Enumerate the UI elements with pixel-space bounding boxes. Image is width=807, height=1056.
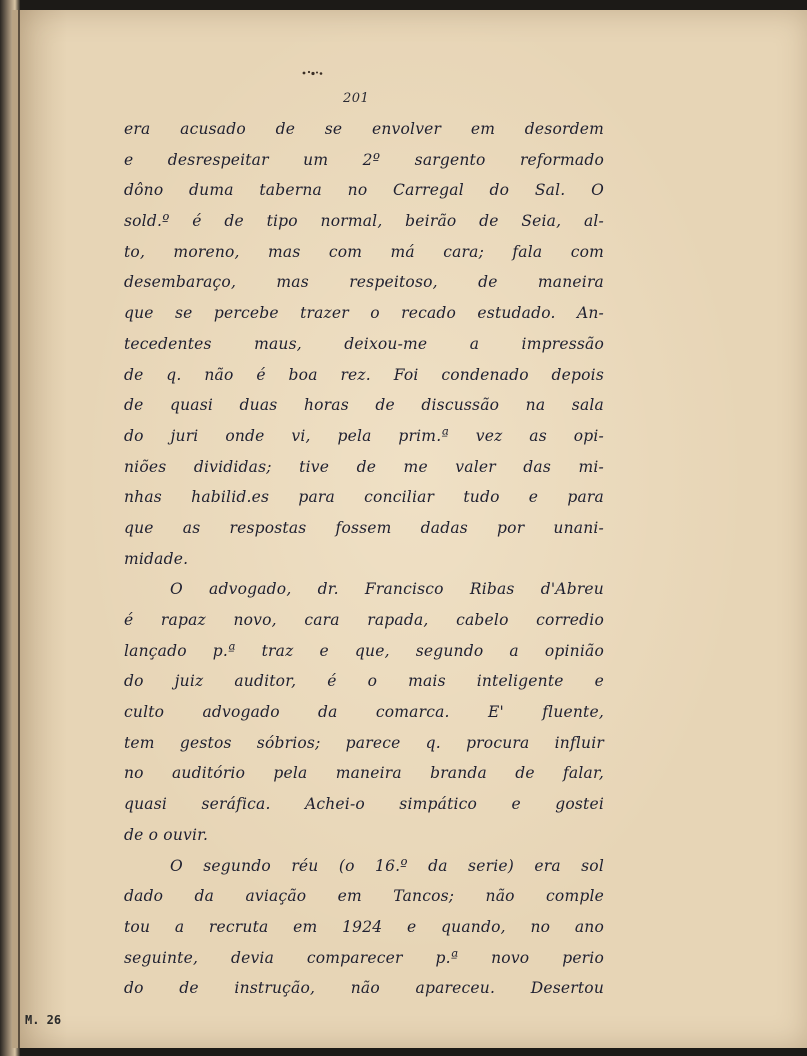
text-line: dado da aviação em Tancos; não comple (124, 887, 604, 906)
text-line: e desrespeitar um 2º sargento reformado (124, 150, 604, 169)
text-line: do juiz auditor, é o mais inteligente e (124, 672, 604, 691)
text-line: quasi seráfica. Achei-o simpático e gostei (124, 795, 604, 814)
text-line: niões divididas; tive de me valer das mi- (124, 457, 604, 476)
text-line: to, moreno, mas com má cara; fala com (124, 242, 604, 261)
text-line: de q. não é boa rez. Foi condenado depois (124, 365, 604, 384)
text-line: que as respostas fossem dadas por unani- (124, 518, 604, 537)
page-number: 201 (343, 91, 370, 106)
text-line: no auditório pela maneira branda de falar, (124, 764, 604, 783)
text-line: seguinte, devia comparecer p.ª novo perio (124, 948, 604, 967)
text-line: sold.º é de tipo normal, beirão de Seia, al- (124, 212, 604, 231)
text-line: é rapaz novo, cara rapada, cabelo corredio (124, 611, 604, 629)
text-line: que se percebe trazer o recado estudado. An- (124, 304, 604, 323)
text-line: tem gestos sóbrios; parece q. procura influir (124, 733, 604, 752)
text-line: nhas habilid.es para conciliar tudo e para (124, 488, 604, 507)
text-line: do de instrução, não apareceu. Desertou (124, 979, 604, 998)
text-line: desembaraço, mas respeitoso, de maneira (124, 273, 604, 292)
text-line: dôno duma taberna no Carregal do Sal. O (124, 181, 604, 200)
text-line: de quasi duas horas de discussão na sala (124, 396, 604, 415)
text-line: lançado p.ª traz e que, segundo a opinião (124, 641, 604, 660)
text-line: era acusado de se envolver em desordem (124, 120, 604, 138)
text-line: midade. (124, 549, 189, 568)
text-line: tecedentes maus, deixou-me a impressão (124, 334, 604, 353)
sheet-mark: M. 26 (25, 1013, 62, 1027)
handwritten-text-block (124, 114, 604, 1004)
text-line: O segundo réu (o 16.º da serie) era sol (170, 856, 604, 875)
text-line: tou a recruta em 1924 e quando, no ano (124, 917, 604, 936)
ink-blot-mark (300, 70, 326, 76)
text-line: do juri onde vi, pela prim.ª vez as opi- (124, 426, 604, 445)
text-line: de o ouvir. (124, 825, 209, 844)
text-line: O advogado, dr. Francisco Ribas d'Abreu (170, 580, 604, 599)
text-line: culto advogado da comarca. E' fluente, (124, 703, 604, 722)
